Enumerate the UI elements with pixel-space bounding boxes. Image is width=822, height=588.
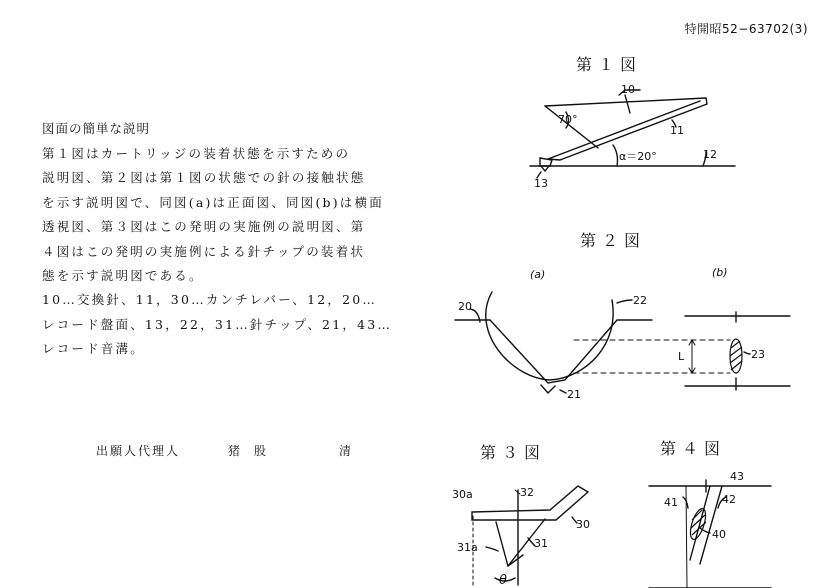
description-line: レコード音溝。 — [42, 341, 145, 357]
figure-4-stylus-tip — [687, 507, 708, 541]
fig4-label-43: 43 — [730, 470, 744, 483]
description-line: ４図はこの発明の実施例による針チップの装着状 — [42, 243, 366, 259]
fig3-label-theta: θ — [499, 573, 507, 588]
fig4-label-42: 42 — [722, 493, 736, 506]
figure-1-drawing — [530, 90, 735, 178]
fig1-label-70deg: 70° — [558, 113, 578, 126]
fig2-sub-b: (b) — [712, 266, 728, 279]
fig1-label-12: 12 — [703, 148, 717, 161]
figure-2b-stylus-tip — [730, 339, 742, 373]
description-line: 10…交換針、11，30…カンチレバー、12，20… — [42, 292, 378, 308]
figure-2a-drawing — [455, 292, 652, 393]
fig4-label-40: 40 — [712, 528, 726, 541]
fig4-label-41: 41 — [664, 496, 678, 509]
fig2-label-20: 20 — [458, 300, 472, 313]
fig2-label-23: 23 — [751, 348, 765, 361]
applicant-given-name: 清 — [339, 444, 352, 458]
description-line: 説明図、第２図は第１図の状態での針の接触状態 — [42, 170, 366, 186]
fig1-label-10: 10 — [621, 83, 635, 96]
fig2-label-22: 22 — [633, 294, 647, 307]
description-line: 第１図はカートリッジの装着状態を示すための — [42, 146, 351, 161]
fig1-label-13: 13 — [534, 177, 548, 190]
figure-2-title: 第２図 — [580, 231, 647, 250]
figure-1-title: 第１図 — [576, 55, 643, 74]
description-line: レコード盤面、13，22，31…針チップ、21，43… — [42, 316, 393, 332]
fig1-label-alpha: α＝20° — [619, 150, 657, 163]
fig3-label-32: 32 — [520, 486, 534, 499]
publication-number: 特開昭52−63702(3) — [684, 22, 808, 36]
fig3-label-31a: 31a — [457, 541, 478, 554]
description-line: 態を示す説明図である。 — [42, 268, 204, 284]
fig1-label-11: 11 — [670, 124, 684, 137]
figure-3-title: 第３図 — [480, 443, 547, 462]
description-line: 透視図、第３図はこの発明の実施例の説明図、第 — [42, 219, 366, 235]
figure-3-drawing — [472, 486, 588, 588]
fig2-label-L: L — [678, 350, 685, 363]
applicant-agent-label: 出願人代理人 — [96, 444, 181, 458]
fig3-label-30: 30 — [576, 518, 590, 531]
description-title: 図面の簡単な説明 — [42, 121, 151, 136]
description-line: を示す説明図で、同図(a)は正面図、同図(b)は横面 — [42, 194, 384, 210]
fig3-label-31: 31 — [534, 537, 548, 550]
fig3-label-30a: 30a — [452, 488, 473, 501]
fig2-label-21: 21 — [567, 388, 581, 401]
fig2-sub-a: (a) — [530, 268, 546, 281]
figure-4-title: 第４図 — [660, 439, 727, 458]
applicant-surname: 猪股 — [228, 444, 281, 458]
